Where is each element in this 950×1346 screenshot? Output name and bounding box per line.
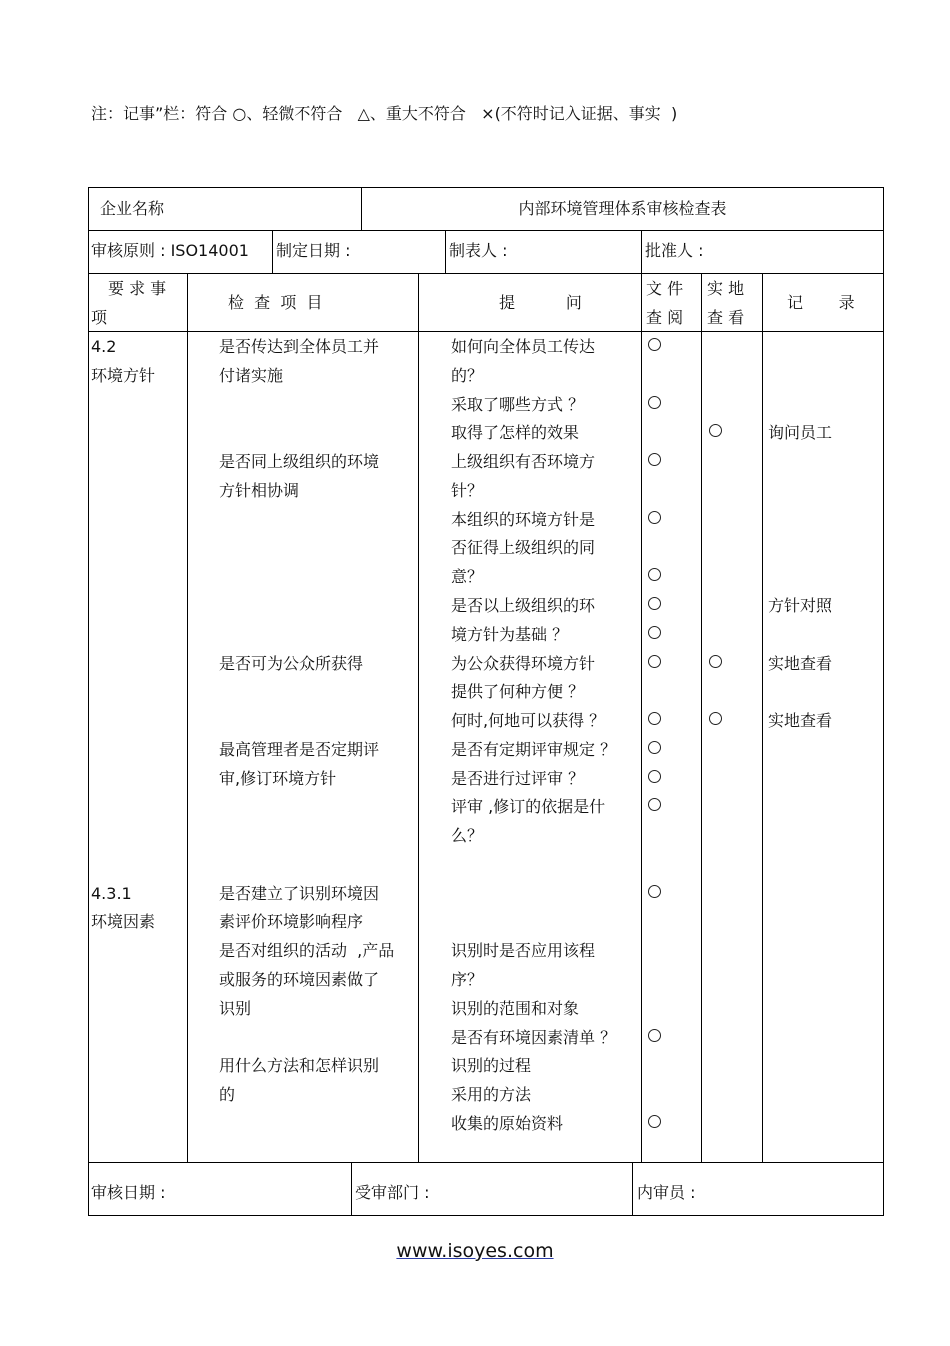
check-item: 或服务的环境因素做了 [219, 970, 380, 989]
doc-review-mark-icon [648, 1115, 661, 1128]
question: 是否进行过评审 ？ [451, 769, 585, 788]
doc-review-mark-icon [648, 770, 661, 783]
record-note: 询问员工 [768, 423, 833, 442]
col-divider [641, 273, 642, 1162]
approver-label: 批准人 : [645, 241, 704, 260]
record-note: 实地查看 [768, 711, 833, 730]
question: 是否有环境因素清单 ？ [451, 1028, 617, 1047]
question: 识别时是否应用该程 [451, 941, 596, 960]
record-note: 实地查看 [768, 654, 833, 673]
doc-review-mark-icon [648, 1029, 661, 1042]
question: 否征得上级组织的同 [451, 538, 596, 557]
col-divider [418, 273, 419, 1162]
col-divider [632, 1162, 633, 1216]
doc-review-mark-icon [648, 741, 661, 754]
check-item: 方针相协调 [219, 481, 300, 500]
col-divider [762, 273, 763, 1162]
question: 的？ [451, 366, 484, 385]
col-header-site-check: 实 地 [707, 279, 745, 298]
check-item: 的 [219, 1085, 236, 1104]
col-divider [445, 230, 446, 273]
question: 评审 ,修订的依据是什 [451, 797, 606, 816]
site-check-mark-icon [709, 712, 722, 725]
doc-review-mark-icon [648, 626, 661, 639]
question: 识别的范围和对象 [451, 999, 580, 1018]
col-header-record: 记 录 [787, 293, 855, 312]
audit-date-label: 审核日期 : [91, 1183, 166, 1202]
question: 是否有定期评审规定 ？ [451, 740, 617, 759]
question: 识别的过程 [451, 1056, 532, 1075]
question: 上级组织有否环境方 [451, 452, 596, 471]
check-item: 是否可为公众所获得 [219, 654, 364, 673]
site-check-mark-icon [709, 424, 722, 437]
doc-review-mark-icon [648, 396, 661, 409]
question: 境方针为基础 ？ [451, 625, 569, 644]
question: 本组织的环境方针是 [451, 510, 596, 529]
col-divider [272, 230, 273, 273]
section-number: 4.3.1 [91, 884, 132, 903]
check-item: 是否同上级组织的环境 [219, 452, 380, 471]
doc-review-mark-icon [648, 885, 661, 898]
question: 收集的原始资料 [451, 1114, 564, 1133]
check-item: 是否对组织的活动 ,产品 [219, 941, 395, 960]
check-item: 素评价环境影响程序 [219, 912, 364, 931]
form-maker-label: 制表人 : [449, 241, 508, 260]
col-header-requirement: 项 [91, 308, 108, 327]
row-divider [88, 230, 884, 231]
site-check-mark-icon [709, 655, 722, 668]
auditor-label: 内审员 : [637, 1183, 696, 1202]
question: 序？ [451, 970, 484, 989]
question: 针？ [451, 481, 484, 500]
company-name-label: 企业名称 [100, 199, 165, 218]
col-header-check-item: 检 查 项 目 [228, 293, 323, 312]
col-header-doc-review: 查 阅 [646, 308, 684, 327]
doc-review-mark-icon [648, 597, 661, 610]
doc-review-mark-icon [648, 338, 661, 351]
section-number: 4.2 [91, 337, 117, 356]
page-footer [0, 1240, 950, 1262]
doc-review-mark-icon [648, 798, 661, 811]
creation-date-label: 制定日期 : [276, 241, 351, 260]
question: 何时,何地可以获得 ？ [451, 711, 606, 730]
check-item: 审,修订环境方针 [219, 769, 337, 788]
website-link[interactable]: www.isoyes.com [396, 1240, 554, 1262]
row-divider [88, 273, 884, 274]
col-divider [187, 273, 188, 1162]
row-divider [88, 1162, 884, 1163]
question: 采取了哪些方式 ？ [451, 395, 585, 414]
legend-note: 注：记事”栏：符合 ○、轻微不符合 △、重大不符合 ×(不符时记入证据、事实 ) [91, 104, 678, 123]
question: 么？ [451, 826, 484, 845]
question: 如何向全体员工传达 [451, 337, 596, 356]
question: 取得了怎样的效果 [451, 423, 580, 442]
check-item: 是否建立了识别环境因 [219, 884, 380, 903]
check-item: 是否传达到全体员工并 [219, 337, 380, 356]
check-item: 识别 [219, 999, 252, 1018]
section-name: 环境因素 [91, 912, 156, 931]
doc-review-mark-icon [648, 453, 661, 466]
col-header-question: 提 问 [499, 293, 582, 312]
doc-review-mark-icon [648, 655, 661, 668]
record-note: 方针对照 [768, 596, 833, 615]
check-item: 付诸实施 [219, 366, 284, 385]
audited-dept-label: 受审部门 : [355, 1183, 430, 1202]
col-header-site-check: 查 看 [707, 308, 745, 327]
doc-review-mark-icon [648, 511, 661, 524]
col-header-requirement: 要 求 事 [108, 279, 167, 298]
question: 提供了何种方便 ？ [451, 682, 585, 701]
question: 采用的方法 [451, 1085, 532, 1104]
question: 意？ [451, 567, 484, 586]
doc-review-mark-icon [648, 568, 661, 581]
check-item: 最高管理者是否定期评 [219, 740, 380, 759]
question: 为公众获得环境方针 [451, 654, 596, 673]
doc-review-mark-icon [648, 712, 661, 725]
col-divider [701, 273, 702, 1162]
section-name: 环境方针 [91, 366, 156, 385]
check-item: 用什么方法和怎样识别 [219, 1056, 380, 1075]
question: 是否以上级组织的环 [451, 596, 596, 615]
form-title: 内部环境管理体系审核检查表 [518, 199, 727, 218]
col-divider [351, 1162, 352, 1216]
col-header-doc-review: 文 件 [646, 279, 684, 298]
col-divider [641, 230, 642, 273]
audit-principle: 审核原则 : ISO14001 [91, 241, 249, 260]
